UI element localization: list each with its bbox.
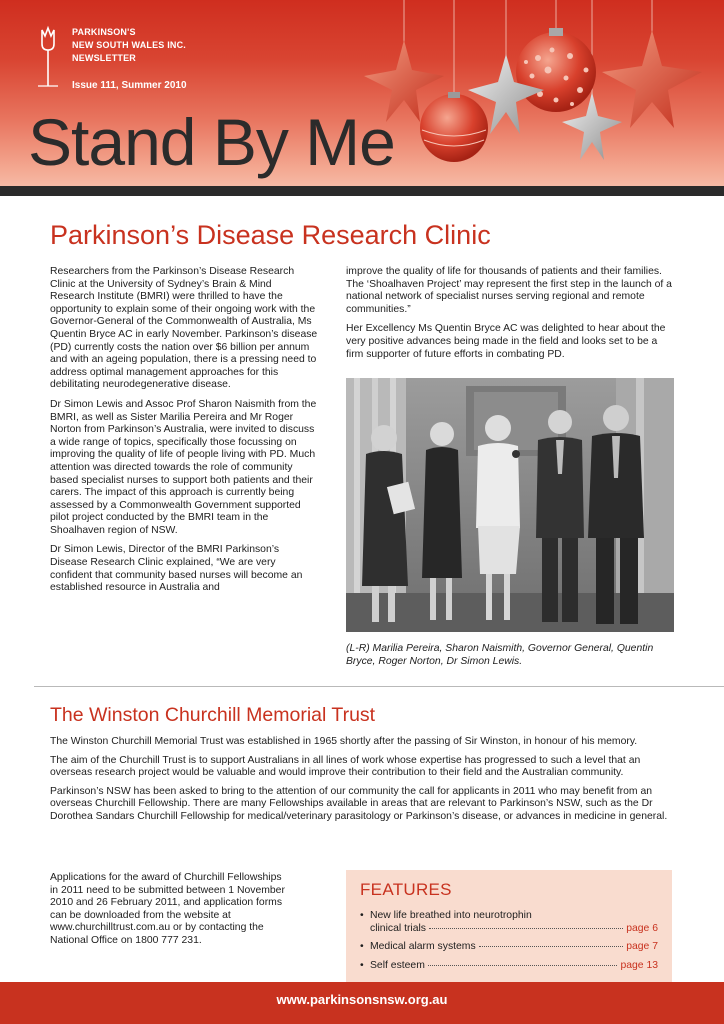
article-paragraph: Dr Simon Lewis, Director of the BMRI Parkinson’s Disease Research Clinic explained, “We are very confident that community based nurses will become an established resource in Australia and bbox=[50, 544, 303, 594]
feature-item-label: Self esteem bbox=[370, 959, 425, 971]
issue-label: Issue 111, Summer 2010 bbox=[72, 80, 187, 91]
article-paragraph: Her Excellency Ms Quentin Bryce AC was delighted to hear about the very positive advances being made in the field and looks set to be a firm supporter of future efforts in combating PD. bbox=[346, 323, 666, 360]
bullet-icon: • bbox=[360, 959, 364, 971]
header-divider bbox=[0, 186, 724, 196]
group-photo bbox=[346, 378, 674, 632]
article-column-left bbox=[50, 266, 318, 602]
article-paragraph: Researchers from the Parkinson’s Disease Research Clinic at the University of Sydney’s Brain & Mind Research Institute (BMRI) were thrilled to have the opportunity to explain some of their ongoing work with the Governor-General of the Commonwealth of Australia, Ms Quentin Bryce AC in early November. Parkinson’s disease (PD) currently costs the nation over $6 billion per annum and with an ageing population, there is a pressing need to address optimal management approaches for this debilitating neurodegenerative disease. bbox=[50, 266, 318, 391]
photo-caption: (L-R) Marilia Pereira, Sharon Naismith, Governor General, Quentin Bryce, Roger Norton, Dr Simon Lewis. bbox=[346, 643, 654, 667]
leader-dots bbox=[479, 946, 624, 947]
section-divider bbox=[34, 686, 724, 687]
christmas-ornaments-icon bbox=[340, 0, 724, 186]
feature-item-label: Medical alarm systems bbox=[370, 941, 476, 953]
features-box bbox=[346, 870, 672, 982]
article-paragraph: Parkinson’s NSW has been asked to bring to the attention of our community the call for applicants in 2011 who may benefit from an overseas Churchill Fellowship. There are many Fellowships available in areas that are relevant to Parkinson’s NSW, such as the Dr Dorothea Sandars Churchill Fellowship for medical/veterinary parasitology or Parkinson’s disease, or advances in medicine in general. bbox=[50, 785, 668, 822]
feature-item[interactable] bbox=[360, 941, 658, 954]
group-photo-image bbox=[346, 378, 674, 632]
article-paragraph: Dr Simon Lewis and Assoc Prof Sharon Naismith from the BMRI, as well as Sister Marilia Pereira and Mr Roger Norton from Parkinson’s Australia, were invited to discuss a wide range of topics, specifically those focussing on improving the quality of life of people living with PD. Much attention was directed towards the role of community based specialist nurses to support both patients and their carers. The impact of this approach is currently being assessed by a Commonwealth Government supported pilot project conducted by the BMRI team in the Shoalhaven region of NSW. bbox=[50, 398, 317, 536]
feature-item[interactable] bbox=[360, 960, 658, 973]
leader-dots bbox=[428, 965, 618, 966]
article-heading-churchill-trust: The Winston Churchill Memorial Trust bbox=[50, 704, 376, 726]
feature-page-number: page 7 bbox=[626, 941, 658, 953]
feature-item-label: New life breathed into neurotrophin bbox=[370, 910, 532, 921]
feature-page-number: page 13 bbox=[620, 959, 658, 971]
organisation-name bbox=[72, 26, 186, 65]
feature-page-number: page 6 bbox=[626, 922, 658, 934]
article-paragraph: The aim of the Churchill Trust is to support Australians in all lines of work whose expertise has progressed to such a level that an overseas research project would be valuable and would improve their contribution to their field and the Australian community. bbox=[50, 754, 641, 779]
feature-item-label: clinical trials bbox=[370, 922, 427, 934]
leader-dots bbox=[429, 928, 623, 929]
feature-item[interactable] bbox=[360, 910, 658, 935]
article-column-right bbox=[346, 266, 674, 368]
article-paragraph: The Winston Churchill Memorial Trust was established in 1965 shortly after the passing of Sir Winston, in honour of his memory. bbox=[50, 736, 638, 747]
features-title: FEATURES bbox=[360, 880, 452, 899]
bullet-icon: • bbox=[360, 910, 364, 921]
footer-bar bbox=[0, 982, 724, 1024]
org-line-2: NEW SOUTH WALES INC. bbox=[72, 40, 186, 50]
org-line-3: NEWSLETTER bbox=[72, 53, 136, 63]
org-line-1: PARKINSON'S bbox=[72, 27, 136, 37]
bullet-icon: • bbox=[360, 941, 364, 953]
footer-website-link[interactable]: www.parkinsonsnsw.org.au bbox=[276, 992, 448, 1007]
article-heading-research-clinic: Parkinson’s Disease Research Clinic bbox=[50, 220, 491, 250]
article2-body bbox=[50, 736, 674, 830]
article2-applications-paragraph: Applications for the award of Churchill Fellowships in 2011 need to be submitted between 1 November 2010 and 26 February 2011, and application forms can be downloaded from the website at www.churchilltrust.com.au or by contacting the National Office on 1800 777 231. bbox=[50, 872, 285, 946]
tulip-logo-icon bbox=[36, 24, 60, 88]
newsletter-title: Stand By Me bbox=[28, 105, 395, 179]
masthead bbox=[0, 0, 724, 196]
article-paragraph: improve the quality of life for thousands of patients and their families. The ‘Shoalhaven Project’ may represent the first step in the launch of a national network of specialist nurses serving regional and remote communities.” bbox=[346, 266, 672, 315]
